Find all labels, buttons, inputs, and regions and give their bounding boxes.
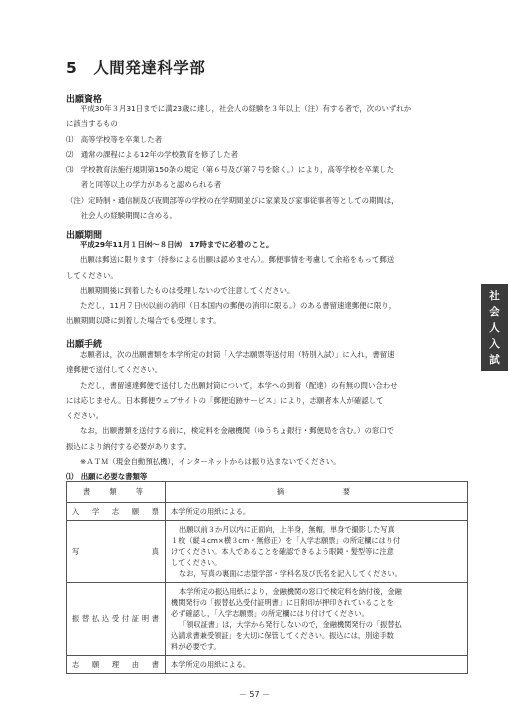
- row-text-line: 出願以前３か月以内に正面向，上半身，無帽，単身で撮影した写真: [179, 525, 395, 534]
- procedure-line: ⑴ 出願に必要な書類等: [66, 472, 148, 482]
- row-label: 写真: [67, 521, 166, 583]
- procedure-line: ただし，書留速達郵便で送付した出願封筒について，本学への到着（配達）の有無の問い合わせ: [80, 380, 398, 390]
- row-label: 入学志願票: [67, 503, 166, 521]
- row-text-line: してください。: [171, 558, 222, 567]
- table-header-row: [67, 482, 468, 503]
- row-label: 振替払込受付証明書: [67, 583, 166, 656]
- procedure-body: [66, 347, 466, 485]
- page-number: － 57 －: [238, 690, 271, 699]
- row-text-line: 料が必要です。: [171, 642, 221, 651]
- procedure-line: ください。: [66, 411, 103, 421]
- table-row: [67, 583, 468, 656]
- row-text-line: なお，写真の裏面に志望学部・学科名及び氏名を記入してください。: [179, 569, 402, 578]
- row-text-line: 必ず確認し，「入学志願票」の所定欄にはり付けてください。: [171, 609, 369, 618]
- table-row: [67, 503, 468, 521]
- period-line: 平成29年11月１日㈬～８日㈬ 17時までに必着のこと。: [80, 240, 274, 249]
- row-text-line: 本学所定の振込用紙により，金融機関の窓口で検定料を納付後，金融: [179, 587, 402, 596]
- period-line: 出願期間後に到着したものは受理しないので注意してください。: [80, 285, 295, 295]
- row-text: [166, 656, 468, 674]
- period-line: 出願期間以降に到着した場合でも受理します。: [66, 316, 221, 326]
- procedure-line: なお，出願書類を送付する前に，検定料を金融機関（ゆうちょ銀行・郵便局を含む。）の窓口で: [80, 426, 395, 436]
- period-line: ただし，11月７日㈫以前の消印（日本国内の郵便の消印に限る。）のある書留速達郵便に限り，: [80, 301, 397, 311]
- row-text-line: けてください。本人であることを確認できるよう眼鏡・髪型等に注意: [171, 547, 394, 556]
- qualification-line: ⑵ 通常の課程による12年の学校教育を修了した者: [66, 149, 239, 159]
- period-heading: 出願期間: [66, 231, 103, 241]
- row-text-line: １枚（縦４cm×横３cm・無修正）を「入学志願票」の所定欄にはり付: [171, 536, 401, 545]
- table-header-documents: 書 類 等: [67, 482, 166, 503]
- procedure-line: ※ＡＴＭ（現金自動預払機），インターネットからは振り込まないでください。: [80, 457, 341, 467]
- required-documents-table: [66, 481, 468, 674]
- side-tab-char: 試: [489, 353, 500, 366]
- qualification-line: （注）定時制・通信制及び夜間部等の学校の在学期間並びに家業及び家事従事者等としての期間は，: [66, 195, 399, 205]
- row-text: [166, 503, 468, 521]
- side-tab-char: 入: [489, 337, 500, 350]
- qualification-line: ⑶ 学校教育法施行規則第150条の規定（第６号及び第７号を除く。）により，高等学校を卒業した: [66, 165, 395, 175]
- row-text: [166, 583, 468, 656]
- period-line: 出願は郵送に限ります（持参による出願は認めません）。郵便事情を考慮して余裕をもって郵送: [80, 255, 395, 265]
- table-row: [67, 521, 468, 583]
- qualification-body: [66, 101, 466, 223]
- side-tab-char: 会: [489, 306, 500, 319]
- procedure-line: 振込により納付する必要があります。: [66, 441, 192, 451]
- side-tab-char: 人: [489, 321, 500, 334]
- procedure-line: には応じません。日本郵便ウェブサイトの「郵便追跡サービス」により，志願者本人が確認して: [66, 395, 384, 405]
- qualification-line: ⑴ 高等学校等を卒業した者: [66, 134, 163, 144]
- qualification-line: に該当するもの: [66, 119, 118, 129]
- table-row: [67, 656, 468, 674]
- period-line: してください。: [66, 270, 118, 280]
- period-body: [66, 237, 466, 329]
- row-text-line: 本学所定の用紙による。: [171, 507, 251, 516]
- side-tab-adult-admission: [481, 284, 508, 371]
- row-label: 志願理由書: [67, 656, 166, 674]
- row-text-line: 込請求書兼受領証」を大切に保管してください。振込には，別途手数: [171, 631, 394, 640]
- table-header-summary: 摘 要: [166, 482, 468, 503]
- row-text: [166, 521, 468, 583]
- row-text-line: 本学所定の用紙による。: [171, 660, 251, 669]
- procedure-line: 志願者は，次の出願書類を本学所定の封筒「入学志願票等送付用（特別入試）」に入れ，書留速: [80, 350, 395, 359]
- procedure-line: 達郵便で送付してください。: [66, 365, 163, 375]
- qualification-line: 社会人の経験期間に含める。: [66, 211, 177, 221]
- row-text-line: 機関発行の「振替払込受付証明書」に日附印が押印されていることを: [171, 598, 394, 607]
- qualification-heading: 出願資格: [66, 95, 103, 105]
- row-text-line: 「領収証書」は，大学から発行しないので，金融機関発行の「振替払: [179, 620, 402, 629]
- procedure-heading: 出願手続: [66, 340, 103, 350]
- qualification-line: 平成30年３月31日までに満23歳に達し，社会人の経験を３年以上（注）有する者で，次のいずれか: [80, 104, 412, 113]
- qualification-line: 者と同等以上の学力があると認められる者: [66, 180, 222, 190]
- side-tab-char: 社: [489, 290, 500, 303]
- section-title: 5 人間発達科学部: [66, 59, 206, 77]
